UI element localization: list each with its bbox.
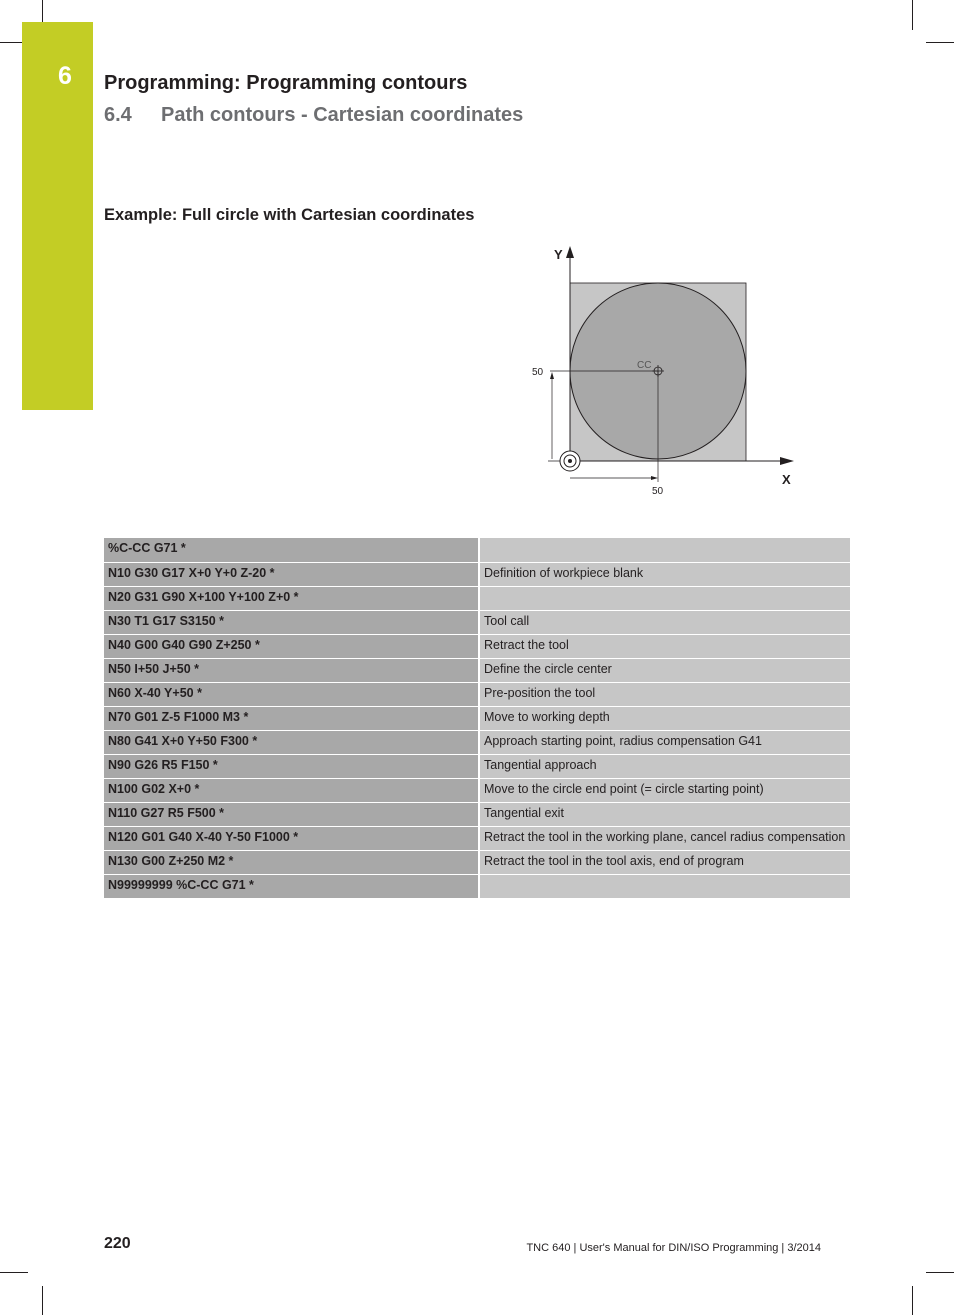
table-row	[104, 778, 850, 802]
datum-symbol-dot	[568, 459, 572, 463]
nc-block: N99999999 %C-CC G71 *	[104, 874, 479, 898]
crop-mark	[42, 0, 43, 22]
chapter-number: 6	[58, 62, 72, 90]
footer-text: TNC 640 | User's Manual for DIN/ISO Programming | 3/2014	[526, 1242, 821, 1254]
block-description: Tool call	[479, 610, 850, 634]
nc-block: N40 G00 G40 G90 Z+250 *	[104, 634, 479, 658]
table-row	[104, 538, 850, 562]
circle-figure	[520, 240, 820, 500]
nc-block: N50 I+50 J+50 *	[104, 658, 479, 682]
table-row	[104, 730, 850, 754]
crop-mark	[912, 1286, 913, 1315]
nc-block: N20 G31 G90 X+100 Y+100 Z+0 *	[104, 586, 479, 610]
table-row	[104, 562, 850, 586]
block-description	[479, 538, 850, 562]
center-label: CC	[637, 360, 652, 371]
nc-block: %C-CC G71 *	[104, 538, 479, 562]
crop-mark	[0, 1272, 28, 1273]
chapter-title: Programming: Programming contours	[104, 72, 468, 94]
table-row	[104, 634, 850, 658]
table-row	[104, 610, 850, 634]
block-description: Approach starting point, radius compensation G41	[479, 730, 850, 754]
x-axis-arrow	[780, 457, 794, 465]
x-axis-label: X	[782, 472, 791, 487]
nc-block: N130 G00 Z+250 M2 *	[104, 850, 479, 874]
dim-y-arrow-top	[550, 372, 554, 379]
nc-block: N30 T1 G17 S3150 *	[104, 610, 479, 634]
page-number: 220	[104, 1235, 131, 1252]
crop-mark	[912, 0, 913, 30]
example-title: Example: Full circle with Cartesian coordinates	[104, 206, 475, 224]
nc-program-table	[104, 538, 850, 899]
block-description: Move to working depth	[479, 706, 850, 730]
nc-block: N60 X-40 Y+50 *	[104, 682, 479, 706]
table-row	[104, 658, 850, 682]
nc-block: N120 G01 G40 X-40 Y-50 F1000 *	[104, 826, 479, 850]
dim-y-label: 50	[532, 367, 544, 378]
block-description	[479, 874, 850, 898]
block-description: Definition of workpiece blank	[479, 562, 850, 586]
block-description: Tangential approach	[479, 754, 850, 778]
dim-x-label: 50	[652, 486, 664, 497]
block-description: Define the circle center	[479, 658, 850, 682]
crop-mark	[42, 1286, 43, 1315]
block-description	[479, 586, 850, 610]
crop-mark	[0, 42, 22, 43]
block-description: Pre-position the tool	[479, 682, 850, 706]
table-row	[104, 802, 850, 826]
crop-mark	[926, 42, 954, 43]
y-axis-label: Y	[554, 247, 563, 262]
nc-block: N70 G01 Z-5 F1000 M3 *	[104, 706, 479, 730]
nc-block: N10 G30 G17 X+0 Y+0 Z-20 *	[104, 562, 479, 586]
section-title-text: Path contours - Cartesian coordinates	[161, 104, 524, 126]
table-row	[104, 850, 850, 874]
table-row	[104, 682, 850, 706]
table-row	[104, 826, 850, 850]
block-description: Retract the tool in the tool axis, end of program	[479, 850, 850, 874]
nc-block: N90 G26 R5 F150 *	[104, 754, 479, 778]
table-row	[104, 874, 850, 898]
y-axis-arrow	[566, 246, 574, 258]
nc-block: N110 G27 R5 F500 *	[104, 802, 479, 826]
crop-mark	[926, 1272, 954, 1273]
section-title	[104, 104, 523, 127]
dim-x-arrow	[651, 476, 658, 480]
block-description: Move to the circle end point (= circle starting point)	[479, 778, 850, 802]
nc-block: N80 G41 X+0 Y+50 F300 *	[104, 730, 479, 754]
section-number: 6.4	[104, 104, 132, 126]
table-row	[104, 586, 850, 610]
block-description: Retract the tool in the working plane, cancel radius compensation	[479, 826, 850, 850]
nc-block: N100 G02 X+0 *	[104, 778, 479, 802]
table-row	[104, 706, 850, 730]
table-row	[104, 754, 850, 778]
block-description: Retract the tool	[479, 634, 850, 658]
block-description: Tangential exit	[479, 802, 850, 826]
